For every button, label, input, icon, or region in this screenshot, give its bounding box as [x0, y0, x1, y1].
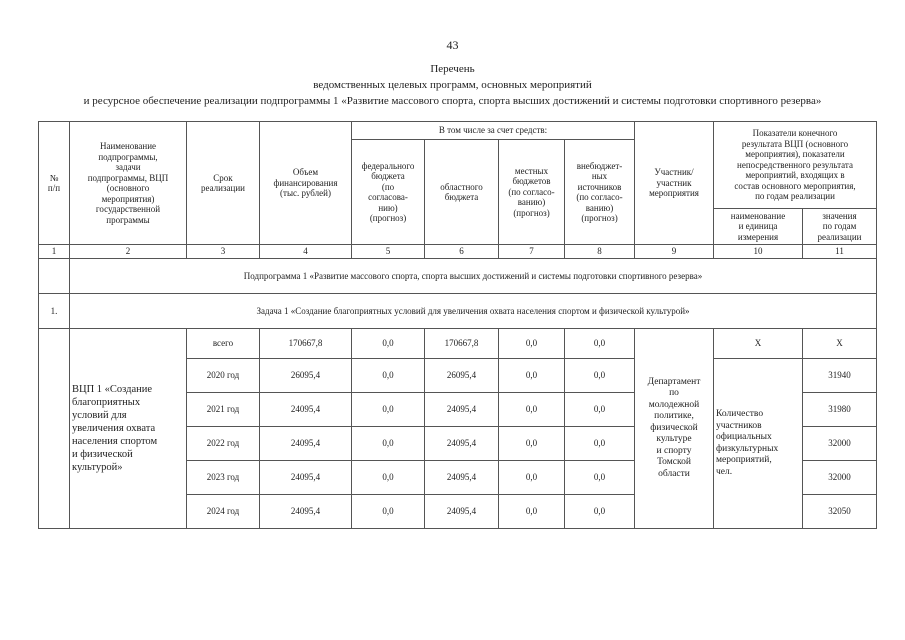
document-subtitle-line-2: и ресурсное обеспечение реализации подпрограммы 1 «Развитие массового спорта, спорта высших достижений и системы подготовки спортивного резерва» — [83, 95, 822, 107]
column-number: 10 — [714, 245, 803, 259]
indicator-value-cell: 32000 — [803, 427, 877, 461]
indicator-value-cell: 32000 — [803, 461, 877, 495]
document-title: Перечень — [430, 63, 475, 75]
period-cell: 2020 год — [187, 359, 260, 393]
header-federal: федерального бюджета (по согласова- нию) (прогноз) — [352, 140, 425, 245]
period-cell: 2023 год — [187, 461, 260, 495]
local-cell: 0,0 — [499, 461, 565, 495]
regional-cell: 24095,4 — [425, 495, 499, 529]
extra-cell: 0,0 — [565, 393, 635, 427]
indicator-value-cell: 31940 — [803, 359, 877, 393]
regional-cell: 24095,4 — [425, 427, 499, 461]
volume-cell: 24095,4 — [260, 427, 352, 461]
regional-cell: 26095,4 — [425, 359, 499, 393]
column-number: 4 — [260, 245, 352, 259]
indicator-value-cell: 31980 — [803, 393, 877, 427]
column-number: 8 — [565, 245, 635, 259]
subprogram-title: Подпрограмма 1 «Развитие массового спорта, спорта высших достижений и системы подготовки спортивного резерва» — [70, 259, 877, 294]
indicator-value-cell: 32050 — [803, 495, 877, 529]
period-cell: 2021 год — [187, 393, 260, 427]
page-number: 43 — [446, 38, 459, 52]
vcp-row — [39, 329, 877, 359]
header-regional: областного бюджета — [425, 140, 499, 245]
header-indicators: Показатели конечного результата ВЦП (основного мероприятия), показатели непосредственного результата мероприятий, входящих в состав основного мероприятия, по годам реализации — [714, 122, 877, 209]
regional-cell: 24095,4 — [425, 393, 499, 427]
local-cell: 0,0 — [499, 427, 565, 461]
indicator-total-mark: Х — [714, 329, 803, 359]
header-indicator-values: значения по годам реализации — [803, 209, 877, 245]
indicator-value-cell: Х — [803, 329, 877, 359]
column-number: 6 — [425, 245, 499, 259]
header-local: местных бюджетов (по согласо- ванию) (прогноз) — [499, 140, 565, 245]
period-cell: всего — [187, 329, 260, 359]
task-num: 1. — [39, 294, 70, 329]
federal-cell: 0,0 — [352, 393, 425, 427]
task-row — [39, 294, 877, 329]
federal-cell: 0,0 — [352, 359, 425, 393]
header-num: № п/п — [39, 122, 70, 245]
local-cell: 0,0 — [499, 393, 565, 427]
header-sources-group: В том числе за счет средств: — [352, 122, 635, 140]
column-number: 1 — [39, 245, 70, 259]
period-cell: 2022 год — [187, 427, 260, 461]
header-extrabudget: внебюджет- ных источников (по согласо- ванию) (прогноз) — [565, 140, 635, 245]
federal-cell: 0,0 — [352, 495, 425, 529]
program-table — [38, 121, 877, 529]
extra-cell: 0,0 — [565, 495, 635, 529]
subprogram-row — [39, 259, 877, 294]
regional-cell: 24095,4 — [425, 461, 499, 495]
column-number: 2 — [70, 245, 187, 259]
extra-cell: 0,0 — [565, 329, 635, 359]
vcp-num — [39, 329, 70, 529]
extra-cell: 0,0 — [565, 461, 635, 495]
vcp-participant: Департамент по молодежной политике, физической культуре и спорту Томской области — [635, 329, 714, 529]
header-indicator-name: наименование и единица измерения — [714, 209, 803, 245]
column-number: 5 — [352, 245, 425, 259]
column-number: 11 — [803, 245, 877, 259]
extra-cell: 0,0 — [565, 427, 635, 461]
column-numbers-row — [39, 245, 877, 259]
indicator-name: Количество участников официальных физкультурных мероприятий, чел. — [714, 359, 803, 529]
volume-cell: 24095,4 — [260, 461, 352, 495]
volume-cell: 170667,8 — [260, 329, 352, 359]
federal-cell: 0,0 — [352, 461, 425, 495]
task-title: Задача 1 «Создание благоприятных условий для увеличения охвата населения спортом и физической культурой» — [70, 294, 877, 329]
header-period: Срок реализации — [187, 122, 260, 245]
vcp-name: ВЦП 1 «Создание благоприятных условий для увеличения охвата населения спортом и физической культурой» — [70, 329, 187, 529]
federal-cell: 0,0 — [352, 427, 425, 461]
volume-cell: 26095,4 — [260, 359, 352, 393]
period-cell: 2024 год — [187, 495, 260, 529]
regional-cell: 170667,8 — [425, 329, 499, 359]
column-number: 3 — [187, 245, 260, 259]
local-cell: 0,0 — [499, 359, 565, 393]
column-number: 9 — [635, 245, 714, 259]
extra-cell: 0,0 — [565, 359, 635, 393]
header-participant: Участник/ участник мероприятия — [635, 122, 714, 245]
federal-cell: 0,0 — [352, 329, 425, 359]
local-cell: 0,0 — [499, 495, 565, 529]
volume-cell: 24095,4 — [260, 495, 352, 529]
volume-cell: 24095,4 — [260, 393, 352, 427]
local-cell: 0,0 — [499, 329, 565, 359]
subprogram-num — [39, 259, 70, 294]
header-volume: Объем финансирования (тыс. рублей) — [260, 122, 352, 245]
header-name: Наименование подпрограммы, задачи подпрограммы, ВЦП (основного мероприятия) государственной программы — [70, 122, 187, 245]
document-subtitle-line-1: ведомственных целевых программ, основных мероприятий — [313, 79, 592, 91]
column-number: 7 — [499, 245, 565, 259]
